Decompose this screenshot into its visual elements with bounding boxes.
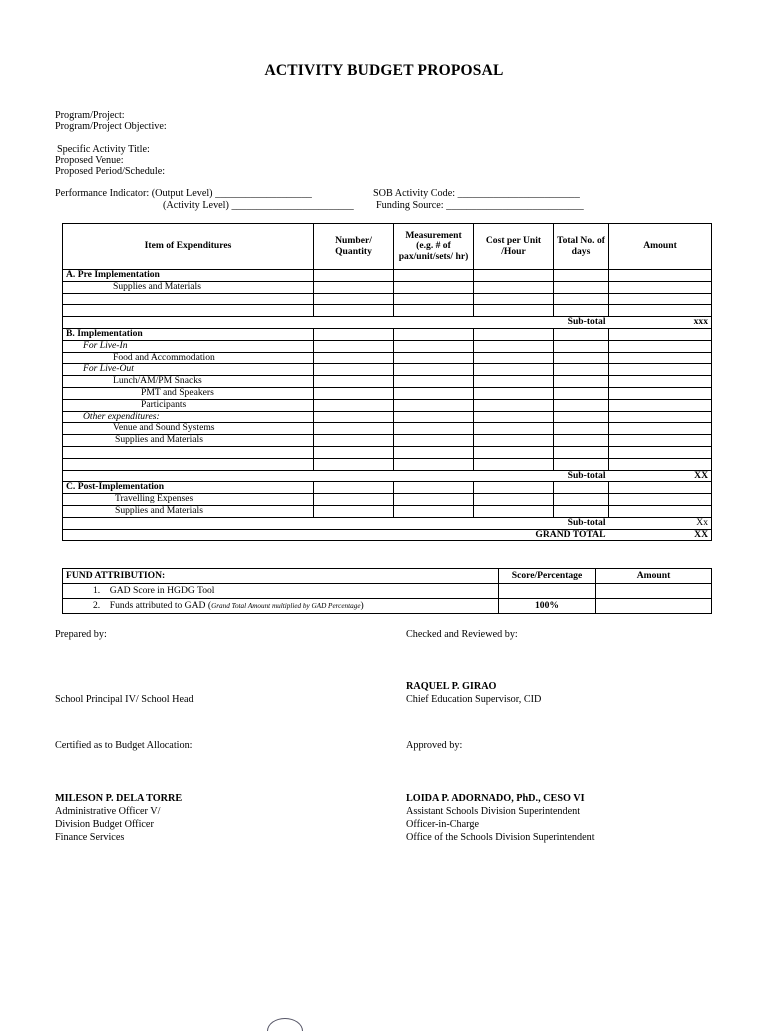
table-row xyxy=(63,376,712,388)
table-row xyxy=(63,446,712,458)
subtotal-c-amount: Xx xyxy=(609,517,712,529)
b-supplies-label: Supplies and Materials xyxy=(63,435,314,447)
snacks-label: Lunch/AM/PM Snacks xyxy=(63,376,314,388)
for-live-in-label: For Live-In xyxy=(63,340,314,352)
performance-indicator-label: Performance Indicator: (Output Level) ___________________ xyxy=(55,188,312,199)
table-row xyxy=(63,352,712,364)
fund-attribution-table xyxy=(62,568,712,614)
participants-label: Participants xyxy=(63,399,314,411)
table-row xyxy=(63,482,712,494)
certified-label: Certified as to Budget Allocation: xyxy=(55,740,193,751)
table-row xyxy=(63,270,712,282)
table-row xyxy=(63,293,712,305)
subtotal-row xyxy=(63,517,712,529)
activity-level-label: (Activity Level) ________________________ xyxy=(163,200,354,211)
approved-by-label: Approved by: xyxy=(406,740,463,751)
fund-item2-note: Grand Total Amount multiplied by GAD Percentage xyxy=(211,602,361,610)
mileson-title3: Finance Services xyxy=(55,832,125,843)
funding-source-label: Funding Source: ___________________________ xyxy=(376,200,584,211)
pmt-label: PMT and Speakers xyxy=(63,387,314,399)
seal-logo-icon xyxy=(267,1018,303,1031)
col-quantity-header: Number/ Quantity xyxy=(314,224,394,270)
table-row xyxy=(63,494,712,506)
mileson-title2: Division Budget Officer xyxy=(55,819,154,830)
fund-item2-score: 100% xyxy=(499,599,596,614)
col-days-header: Total No. of days xyxy=(554,224,609,270)
table-row xyxy=(63,435,712,447)
grand-total-amount: XX xyxy=(609,529,712,541)
for-live-out-label: For Live-Out xyxy=(63,364,314,376)
table-row xyxy=(63,328,712,340)
subtotal-a-label: Sub-total xyxy=(554,317,609,329)
subtotal-c-label: Sub-total xyxy=(554,517,609,529)
loida-name: LOIDA P. ADORNADO, PhD., CESO VI xyxy=(406,793,585,804)
checked-by-label: Checked and Reviewed by: xyxy=(406,629,518,640)
table-row xyxy=(63,305,712,317)
subtotal-row xyxy=(63,317,712,329)
food-label: Food and Accommodation xyxy=(63,352,314,364)
col-measurement-header: Measurement (e.g. # of pax/unit/sets/ hr) xyxy=(394,224,474,270)
table-row xyxy=(63,281,712,293)
travel-label: Travelling Expenses xyxy=(63,494,314,506)
table-row xyxy=(63,340,712,352)
col-item-header: Item of Expenditures xyxy=(63,224,314,270)
program-objective-label: Program/Project Objective: xyxy=(55,121,167,132)
col-amount-header: Amount xyxy=(609,224,712,270)
venue-sound-label: Venue and Sound Systems xyxy=(63,423,314,435)
fund-item2-label: Funds attributed to GAD ( xyxy=(109,600,212,611)
mileson-title1: Administrative Officer V/ xyxy=(55,806,161,817)
expenditure-table xyxy=(62,223,712,541)
section-a-label: A. Pre Implementation xyxy=(63,270,314,282)
prepared-by-label: Prepared by: xyxy=(55,629,107,640)
proposed-period-label: Proposed Period/Schedule: xyxy=(55,166,166,177)
subtotal-b-amount: XX xyxy=(609,470,712,482)
loida-title1: Assistant Schools Division Superintendent xyxy=(406,806,581,817)
loida-title3: Office of the Schools Division Superintendent xyxy=(406,832,595,843)
raquel-title: Chief Education Supervisor, CID xyxy=(406,694,542,705)
fund-item1-label: GAD Score in HGDG Tool xyxy=(109,585,215,596)
section-c-label: C. Post-Implementation xyxy=(63,482,314,494)
table-row xyxy=(63,599,712,614)
table-row xyxy=(63,505,712,517)
col-cost-header: Cost per Unit /Hour xyxy=(474,224,554,270)
school-principal-title: School Principal IV/ School Head xyxy=(55,694,194,705)
loida-title2: Officer-in-Charge xyxy=(406,819,479,830)
table-row xyxy=(63,387,712,399)
program-project-label: Program/Project: xyxy=(55,110,125,121)
subtotal-a-amount: xxx xyxy=(609,317,712,329)
page-title: ACTIVITY BUDGET PROPOSAL xyxy=(264,62,504,79)
table-row xyxy=(63,364,712,376)
fund-item2-num: 2. xyxy=(93,600,101,611)
other-exp-label: Other expenditures: xyxy=(63,411,314,423)
table-row xyxy=(63,399,712,411)
table-row xyxy=(63,458,712,470)
fund-item2-close: ) xyxy=(360,600,364,611)
score-header: Score/Percentage xyxy=(499,569,596,584)
section-b-label: B. Implementation xyxy=(63,328,314,340)
a-supplies-label: Supplies and Materials xyxy=(63,281,314,293)
c-supplies-label: Supplies and Materials xyxy=(63,505,314,517)
grand-total-label: GRAND TOTAL xyxy=(474,529,609,541)
sob-code-label: SOB Activity Code: ________________________ xyxy=(373,188,580,199)
mileson-name: MILESON P. DELA TORRE xyxy=(55,793,183,804)
fund-item1-num: 1. xyxy=(93,585,101,596)
fund-header: FUND ATTRIBUTION: xyxy=(63,569,499,584)
grand-total-row xyxy=(63,529,712,541)
table-row xyxy=(63,411,712,423)
subtotal-row xyxy=(63,470,712,482)
table-row xyxy=(63,584,712,599)
table-row xyxy=(63,423,712,435)
raquel-name: RAQUEL P. GIRAO xyxy=(406,681,497,692)
specific-activity-label: Specific Activity Title: xyxy=(57,144,150,155)
fund-amount-header: Amount xyxy=(596,569,712,584)
proposed-venue-label: Proposed Venue: xyxy=(55,155,124,166)
subtotal-b-label: Sub-total xyxy=(554,470,609,482)
